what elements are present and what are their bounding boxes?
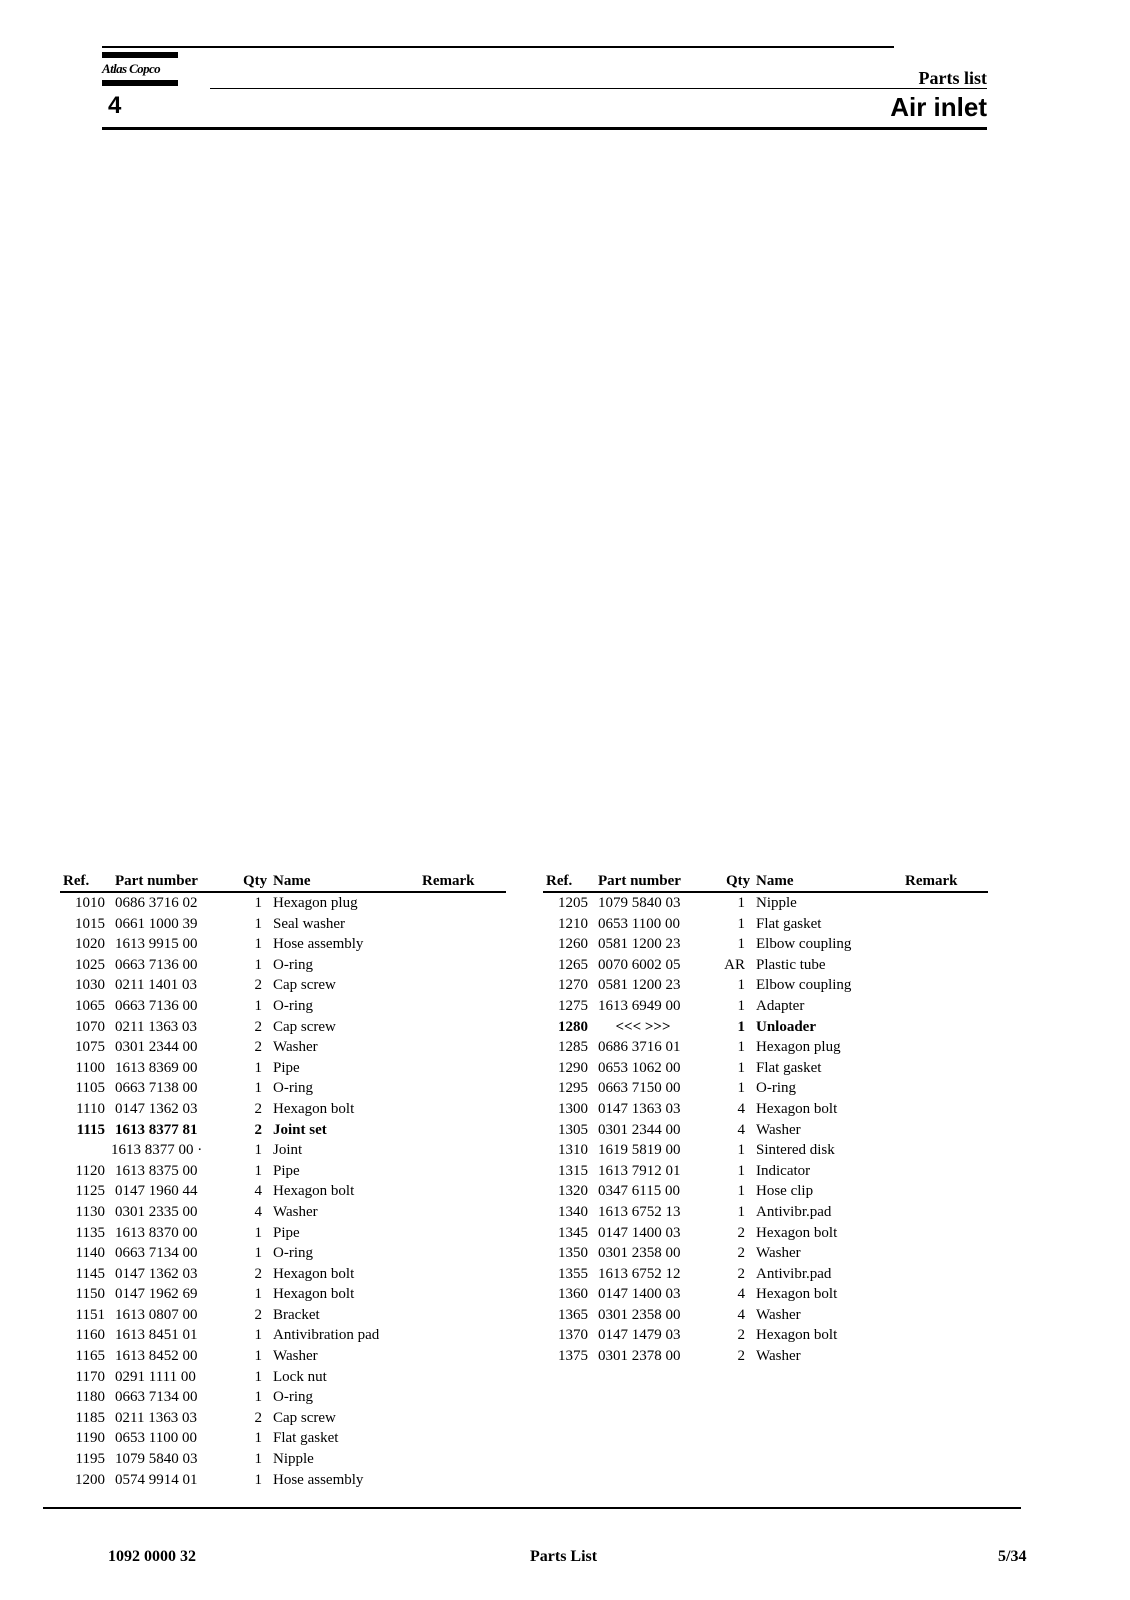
cell-part-number: 0147 1400 03 xyxy=(598,1286,681,1303)
cell-part-number: 0301 2378 00 xyxy=(598,1348,681,1365)
col-header-ref: Ref. xyxy=(63,873,90,889)
cell-part-number: 1613 8377 00 · xyxy=(111,1142,203,1159)
section-title: Air inlet xyxy=(890,92,987,122)
logo-bar-top xyxy=(102,52,178,58)
cell-ref: 1295 xyxy=(558,1080,588,1097)
cell-part-number: 1613 7912 01 xyxy=(598,1162,681,1179)
table-row xyxy=(60,1284,506,1305)
cell-qty: 1 xyxy=(737,1080,745,1097)
cell-part-number: 1613 8369 00 xyxy=(115,1059,198,1076)
cell-qty: AR xyxy=(724,956,745,973)
cell-qty: 1 xyxy=(254,1451,262,1468)
table-row xyxy=(60,1120,506,1141)
table-body xyxy=(543,893,988,1367)
table-row xyxy=(60,1325,506,1346)
cell-part-number: 0686 3716 01 xyxy=(598,1039,681,1056)
cell-part-number: 0147 1362 03 xyxy=(115,1100,198,1117)
cell-ref: 1300 xyxy=(558,1100,588,1117)
cell-part-number: 0663 7136 00 xyxy=(115,956,198,973)
table-row xyxy=(60,1305,506,1326)
cell-name: Cap screw xyxy=(273,1409,336,1426)
cell-qty: 1 xyxy=(737,1162,745,1179)
cell-qty: 4 xyxy=(737,1286,745,1303)
table-row xyxy=(60,1181,506,1202)
cell-ref: 1365 xyxy=(558,1306,588,1323)
cell-qty: 1 xyxy=(737,997,745,1014)
cell-ref: 1350 xyxy=(558,1245,588,1262)
cell-ref: 1065 xyxy=(75,997,105,1014)
col-header-remark: Remark xyxy=(905,873,958,889)
cell-part-number: 0663 7134 00 xyxy=(115,1245,198,1262)
cell-qty: 4 xyxy=(737,1306,745,1323)
cell-name: Hexagon bolt xyxy=(756,1327,838,1344)
table-row xyxy=(60,1223,506,1244)
table-row xyxy=(60,1367,506,1388)
cell-ref: 1360 xyxy=(558,1286,588,1303)
table-row xyxy=(543,1243,988,1264)
cell-part-number: 0653 1100 00 xyxy=(115,1430,197,1447)
cell-ref: 1195 xyxy=(75,1451,105,1468)
cell-part-number: 0301 2335 00 xyxy=(115,1203,198,1220)
cell-name: Flat gasket xyxy=(756,1059,822,1076)
table-row xyxy=(543,1099,988,1120)
cell-ref: 1185 xyxy=(75,1409,105,1426)
cell-name: Hexagon bolt xyxy=(273,1100,355,1117)
cell-name: Washer xyxy=(273,1203,318,1220)
table-row xyxy=(543,1284,988,1305)
table-row xyxy=(60,1387,506,1408)
cell-name: Washer xyxy=(756,1245,801,1262)
header-top-rule xyxy=(102,46,894,48)
cell-name: Washer xyxy=(273,1039,318,1056)
cell-ref: 1270 xyxy=(558,977,588,994)
cell-qty: 2 xyxy=(254,1018,262,1035)
cell-name: Cap screw xyxy=(273,977,336,994)
table-row xyxy=(60,1243,506,1264)
table-row xyxy=(60,914,506,935)
cell-part-number: 0347 6115 00 xyxy=(598,1183,680,1200)
cell-name: Hexagon bolt xyxy=(756,1100,838,1117)
cell-part-number: 0147 1363 03 xyxy=(598,1100,681,1117)
cell-ref: 1210 xyxy=(558,915,588,932)
table-body xyxy=(60,893,506,1490)
table-row xyxy=(60,955,506,976)
cell-qty: 1 xyxy=(254,1430,262,1447)
cell-part-number: 1613 8370 00 xyxy=(115,1224,198,1241)
cell-ref: 1260 xyxy=(558,936,588,953)
table-row xyxy=(543,1017,988,1038)
cell-name: Hexagon bolt xyxy=(756,1286,838,1303)
table-row xyxy=(543,975,988,996)
cell-ref: 1200 xyxy=(75,1471,105,1488)
table-row xyxy=(543,1058,988,1079)
cell-qty: 2 xyxy=(254,1039,262,1056)
cell-ref: 1265 xyxy=(558,956,588,973)
table-row xyxy=(543,1305,988,1326)
cell-name: Pipe xyxy=(273,1059,300,1076)
cell-qty: 1 xyxy=(737,895,745,911)
cell-ref: 1135 xyxy=(75,1224,105,1241)
cell-part-number: 0653 1100 00 xyxy=(598,915,680,932)
cell-ref: 1075 xyxy=(75,1039,105,1056)
col-header-remark: Remark xyxy=(422,873,475,889)
cell-part-number: 1613 0807 00 xyxy=(115,1306,198,1323)
table-row xyxy=(60,1449,506,1470)
cell-ref: 1320 xyxy=(558,1183,588,1200)
cell-part-number: 0147 1362 03 xyxy=(115,1265,198,1282)
cell-name: Antivibr.pad xyxy=(756,1203,832,1220)
cell-ref: 1310 xyxy=(558,1142,588,1159)
cell-part-number: 0686 3716 02 xyxy=(115,895,198,911)
cell-name: Cap screw xyxy=(273,1018,336,1035)
table-row xyxy=(543,934,988,955)
footer-title: Parts List xyxy=(530,1548,598,1565)
table-row xyxy=(543,1161,988,1182)
cell-part-number: 0581 1200 23 xyxy=(598,977,681,994)
table-row xyxy=(543,1078,988,1099)
col-header-name: Name xyxy=(273,873,311,889)
cell-part-number: 0211 1401 03 xyxy=(115,977,197,994)
cell-qty: 1 xyxy=(254,997,262,1014)
cell-ref: 1130 xyxy=(75,1203,105,1220)
cell-name: Washer xyxy=(756,1306,801,1323)
cell-qty: 1 xyxy=(254,956,262,973)
cell-qty: 1 xyxy=(737,1059,745,1076)
table-row xyxy=(543,1120,988,1141)
cell-name: Sintered disk xyxy=(756,1142,835,1159)
table-row xyxy=(60,934,506,955)
cell-qty: 2 xyxy=(254,1409,262,1426)
cell-qty: 1 xyxy=(254,1286,262,1303)
table-row xyxy=(543,893,988,914)
cell-part-number: 0663 7134 00 xyxy=(115,1389,198,1406)
table-row xyxy=(60,1408,506,1429)
cell-part-number: 0147 1962 69 xyxy=(115,1286,198,1303)
cell-name: Unloader xyxy=(756,1018,816,1035)
cell-part-number: 0211 1363 03 xyxy=(115,1018,197,1035)
footer-page-number: 5/34 xyxy=(998,1548,1027,1565)
cell-name: Hose assembly xyxy=(273,936,364,953)
cell-ref: 1015 xyxy=(75,915,105,932)
cell-qty: 1 xyxy=(254,1471,262,1488)
cell-qty: 1 xyxy=(254,1368,262,1385)
cell-ref: 1315 xyxy=(558,1162,588,1179)
cell-name: Antivibr.pad xyxy=(756,1265,832,1282)
cell-ref: 1025 xyxy=(75,956,105,973)
table-row xyxy=(60,1037,506,1058)
logo-wordmark: Atlas Copco xyxy=(102,61,161,76)
cell-qty: 1 xyxy=(254,1059,262,1076)
table-row xyxy=(543,955,988,976)
col-header-qty: Qty xyxy=(726,873,751,889)
cell-ref: 1105 xyxy=(75,1080,105,1097)
cell-name: Hose clip xyxy=(756,1183,814,1200)
table-row xyxy=(543,996,988,1017)
cell-name: Bracket xyxy=(273,1306,320,1323)
cell-qty: 2 xyxy=(737,1327,745,1344)
table-row xyxy=(60,1264,506,1285)
cell-name: O-ring xyxy=(273,1245,313,1262)
cell-name: Hexagon bolt xyxy=(756,1224,838,1241)
cell-qty: 1 xyxy=(737,1142,745,1159)
cell-name: Elbow coupling xyxy=(756,977,852,994)
cell-part-number: 1613 6752 12 xyxy=(598,1265,681,1282)
cell-name: Flat gasket xyxy=(756,915,822,932)
cell-part-number: 1613 6949 00 xyxy=(598,997,681,1014)
col-header-part-number: Part number xyxy=(115,873,198,889)
cell-ref: 1370 xyxy=(558,1327,588,1344)
table-row xyxy=(60,996,506,1017)
cell-ref: 1115 xyxy=(76,1121,105,1138)
cell-qty: 1 xyxy=(737,936,745,953)
cell-ref: 1285 xyxy=(558,1039,588,1056)
cell-name: Nipple xyxy=(273,1451,314,1468)
col-header-part-number: Part number xyxy=(598,873,681,889)
table-row xyxy=(60,975,506,996)
table-row xyxy=(543,1037,988,1058)
cell-ref: 1305 xyxy=(558,1121,588,1138)
table-row xyxy=(543,1346,988,1367)
cell-qty: 4 xyxy=(254,1183,262,1200)
table-row xyxy=(543,914,988,935)
cell-part-number: 0574 9914 01 xyxy=(115,1471,198,1488)
cell-part-number: <<< >>> xyxy=(615,1018,671,1035)
cell-name: Washer xyxy=(756,1348,801,1365)
cell-part-number: 0147 1960 44 xyxy=(115,1183,198,1200)
cell-name: Pipe xyxy=(273,1162,300,1179)
table-row xyxy=(60,1202,506,1223)
cell-qty: 1 xyxy=(737,1018,745,1035)
cell-qty: 1 xyxy=(254,1327,262,1344)
cell-ref: 1010 xyxy=(75,895,105,911)
cell-name: Hexagon bolt xyxy=(273,1286,355,1303)
cell-name: Lock nut xyxy=(273,1368,327,1385)
cell-name: O-ring xyxy=(273,956,313,973)
cell-qty: 2 xyxy=(254,1121,262,1138)
table-row xyxy=(60,1099,506,1120)
cell-name: Antivibration pad xyxy=(273,1327,380,1344)
cell-name: Seal washer xyxy=(273,915,346,932)
cell-name: Adapter xyxy=(756,997,805,1014)
col-header-qty: Qty xyxy=(243,873,268,889)
cell-part-number: 0661 1000 39 xyxy=(115,915,198,932)
cell-part-number: 0653 1062 00 xyxy=(598,1059,681,1076)
table-row xyxy=(60,1428,506,1449)
cell-name: Hexagon bolt xyxy=(273,1265,355,1282)
cell-qty: 1 xyxy=(737,1039,745,1056)
table-row xyxy=(543,1264,988,1285)
cell-qty: 2 xyxy=(254,1306,262,1323)
header-mid-rule xyxy=(210,88,987,89)
cell-qty: 1 xyxy=(254,1245,262,1262)
cell-qty: 1 xyxy=(254,895,262,911)
cell-qty: 4 xyxy=(737,1121,745,1138)
cell-qty: 2 xyxy=(737,1245,745,1262)
cell-qty: 1 xyxy=(254,1162,262,1179)
cell-part-number: 1079 5840 03 xyxy=(115,1451,198,1468)
cell-name: Elbow coupling xyxy=(756,936,852,953)
cell-qty: 2 xyxy=(737,1224,745,1241)
cell-ref: 1030 xyxy=(75,977,105,994)
cell-qty: 1 xyxy=(737,1183,745,1200)
table-row xyxy=(60,1017,506,1038)
cell-ref: 1151 xyxy=(75,1306,105,1323)
cell-part-number: 0663 7150 00 xyxy=(598,1080,681,1097)
cell-ref: 1190 xyxy=(75,1430,105,1447)
cell-part-number: 0211 1363 03 xyxy=(115,1409,197,1426)
table-row xyxy=(60,1078,506,1099)
table-row xyxy=(60,1058,506,1079)
parts-table-right xyxy=(543,872,988,1367)
cell-ref: 1160 xyxy=(75,1327,105,1344)
cell-part-number: 0301 2358 00 xyxy=(598,1306,681,1323)
col-header-name: Name xyxy=(756,873,794,889)
cell-name: Washer xyxy=(756,1121,801,1138)
cell-ref: 1170 xyxy=(75,1368,105,1385)
cell-name: Plastic tube xyxy=(756,956,826,973)
table-row xyxy=(543,1202,988,1223)
cell-qty: 1 xyxy=(254,1348,262,1365)
table-header xyxy=(543,872,988,893)
cell-qty: 1 xyxy=(254,936,262,953)
header-bottom-rule xyxy=(102,127,987,130)
cell-name: Pipe xyxy=(273,1224,300,1241)
cell-part-number: 1613 8452 00 xyxy=(115,1348,198,1365)
cell-part-number: 0663 7136 00 xyxy=(115,997,198,1014)
cell-name: Joint xyxy=(273,1142,303,1159)
cell-qty: 1 xyxy=(254,915,262,932)
cell-qty: 1 xyxy=(254,1224,262,1241)
table-row xyxy=(60,1140,506,1161)
header-label: Parts list xyxy=(918,68,987,88)
cell-qty: 4 xyxy=(254,1203,262,1220)
cell-part-number: 1613 6752 13 xyxy=(598,1203,681,1220)
cell-ref: 1180 xyxy=(75,1389,105,1406)
cell-ref: 1145 xyxy=(75,1265,105,1282)
cell-qty: 2 xyxy=(737,1348,745,1365)
cell-part-number: 1613 8451 01 xyxy=(115,1327,198,1344)
cell-ref: 1150 xyxy=(75,1286,105,1303)
cell-part-number: 0301 2344 00 xyxy=(598,1121,681,1138)
cell-ref: 1165 xyxy=(75,1348,105,1365)
cell-ref: 1110 xyxy=(76,1100,105,1117)
cell-qty: 2 xyxy=(737,1265,745,1282)
cell-part-number: 0070 6002 05 xyxy=(598,956,681,973)
cell-ref: 1340 xyxy=(558,1203,588,1220)
cell-qty: 2 xyxy=(254,977,262,994)
table-row xyxy=(543,1181,988,1202)
table-row xyxy=(543,1140,988,1161)
cell-part-number: 0291 1111 00 xyxy=(115,1368,196,1385)
cell-part-number: 1613 8375 00 xyxy=(115,1162,198,1179)
cell-name: Flat gasket xyxy=(273,1430,339,1447)
cell-name: Nipple xyxy=(756,895,797,911)
cell-name: Indicator xyxy=(756,1162,811,1179)
table-row xyxy=(60,893,506,914)
cell-qty: 4 xyxy=(737,1100,745,1117)
cell-name: Joint set xyxy=(273,1121,327,1138)
cell-qty: 1 xyxy=(737,915,745,932)
cell-qty: 2 xyxy=(254,1100,262,1117)
cell-ref: 1070 xyxy=(75,1018,105,1035)
cell-part-number: 1613 8377 81 xyxy=(115,1121,198,1138)
table-row xyxy=(543,1325,988,1346)
cell-name: Hexagon bolt xyxy=(273,1183,355,1200)
cell-name: O-ring xyxy=(273,1389,313,1406)
cell-part-number: 1613 9915 00 xyxy=(115,936,198,953)
cell-name: Hexagon plug xyxy=(273,895,358,911)
cell-part-number: 0301 2344 00 xyxy=(115,1039,198,1056)
table-row xyxy=(60,1161,506,1182)
cell-ref: 1120 xyxy=(75,1162,105,1179)
cell-name: O-ring xyxy=(756,1080,796,1097)
cell-ref: 1100 xyxy=(75,1059,105,1076)
footer-rule xyxy=(43,1507,1021,1509)
cell-part-number: 1619 5819 00 xyxy=(598,1142,681,1159)
cell-ref: 1205 xyxy=(558,895,588,911)
cell-ref: 1140 xyxy=(75,1245,105,1262)
cell-ref: 1275 xyxy=(558,997,588,1014)
cell-name: Washer xyxy=(273,1348,318,1365)
cell-name: O-ring xyxy=(273,1080,313,1097)
cell-ref: 1280 xyxy=(558,1018,588,1035)
cell-qty: 1 xyxy=(737,977,745,994)
table-row xyxy=(543,1223,988,1244)
cell-ref: 1290 xyxy=(558,1059,588,1076)
table-row xyxy=(60,1470,506,1491)
cell-part-number: 1079 5840 03 xyxy=(598,895,681,911)
cell-qty: 1 xyxy=(254,1142,262,1159)
cell-part-number: 0147 1400 03 xyxy=(598,1224,681,1241)
cell-name: Hexagon plug xyxy=(756,1039,841,1056)
table-row xyxy=(60,1346,506,1367)
cell-part-number: 0147 1479 03 xyxy=(598,1327,681,1344)
section-number: 4 xyxy=(108,92,122,119)
cell-part-number: 0663 7138 00 xyxy=(115,1080,198,1097)
cell-ref: 1020 xyxy=(75,936,105,953)
table-header xyxy=(60,872,506,893)
cell-qty: 1 xyxy=(254,1080,262,1097)
cell-ref: 1355 xyxy=(558,1265,588,1282)
cell-ref: 1125 xyxy=(75,1183,105,1200)
col-header-ref: Ref. xyxy=(546,873,573,889)
cell-ref: 1375 xyxy=(558,1348,588,1365)
atlas-copco-logo xyxy=(102,52,178,88)
footer-document-number: 1092 0000 32 xyxy=(108,1548,196,1565)
cell-name: O-ring xyxy=(273,997,313,1014)
cell-part-number: 0581 1200 23 xyxy=(598,936,681,953)
cell-qty: 2 xyxy=(254,1265,262,1282)
cell-name: Hose assembly xyxy=(273,1471,364,1488)
parts-table-left xyxy=(60,872,506,1490)
cell-part-number: 0301 2358 00 xyxy=(598,1245,681,1262)
cell-ref: 1345 xyxy=(558,1224,588,1241)
cell-qty: 1 xyxy=(254,1389,262,1406)
cell-qty: 1 xyxy=(737,1203,745,1220)
logo-bar-bottom xyxy=(102,80,178,86)
